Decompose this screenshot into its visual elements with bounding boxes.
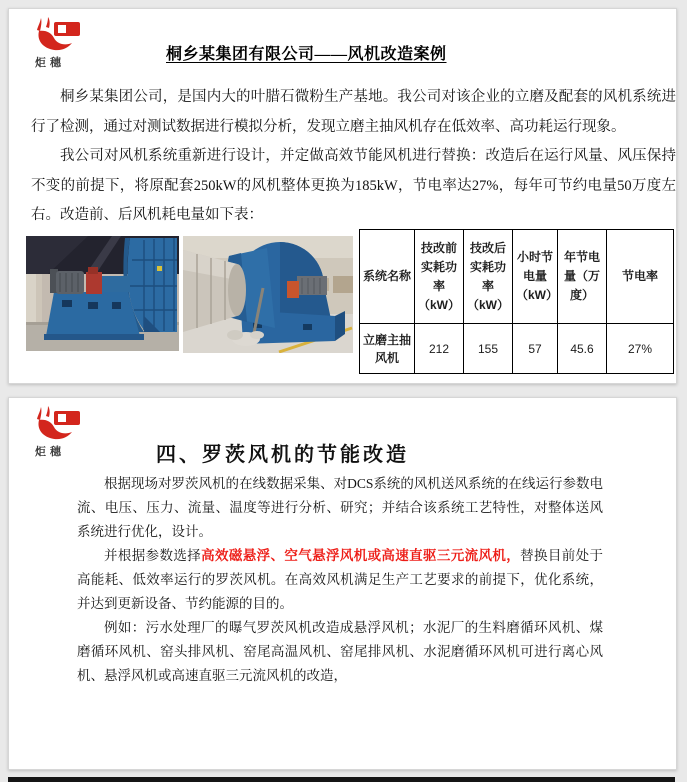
page2-body [77, 472, 603, 688]
fan-photo-left [26, 236, 179, 351]
next-page-edge [8, 777, 675, 782]
table-header-system: 系统名称 [360, 230, 415, 324]
cell-after-power: 155 [464, 324, 513, 374]
flame-logo-icon [29, 15, 91, 53]
table-header-hourly-saving: 小时节电量（kW） [513, 230, 558, 324]
cell-yearly-saving: 45.6 [558, 324, 607, 374]
energy-saving-table [359, 229, 674, 374]
page1-paragraph-1: 桐乡某集团公司，是国内大的叶腊石微粉生产基地。我公司对该企业的立磨及配套的风机系统进行了检测，通过对测试数据进行模拟分析，发现立磨主抽风机存在低效率、高功耗运行现象。 [31, 89, 676, 135]
table-row [360, 324, 674, 374]
section-heading: 四、罗茨风机的节能改造 [156, 444, 409, 466]
cell-hourly-saving: 57 [513, 324, 558, 374]
table-header-row [360, 230, 674, 324]
logo-text: 炬穗 [35, 446, 65, 458]
document-page-2 [8, 397, 677, 770]
logo-text: 炬穗 [35, 57, 65, 69]
table-header-yearly-saving: 年节电量（万度） [558, 230, 607, 324]
table-header-saving-rate: 节电率 [607, 230, 674, 324]
page1-body [31, 83, 676, 231]
page1-title: 桐乡某集团有限公司——风机改造案例 [166, 46, 447, 63]
page2-paragraph-2 [77, 544, 603, 616]
page2-paragraph-3: 例如：污水处理厂的曝气罗茨风机改造成悬浮风机；水泥厂的生料磨循环风机、煤磨循环风机、窑头排风机、窑尾高温风机、窑尾排风机、水泥磨循环风机可进行离心风机、悬浮风机或高速直驱三元流风机的改造， [77, 620, 603, 683]
para2-prefix: 并根据参数选择 [104, 548, 202, 563]
cell-saving-rate: 27% [607, 324, 674, 374]
para2-suffix: 替换目前处于高能耗、低效率运行的罗茨风机。在高效风机满足生产工艺要求的前提下，优化系统，并达到更新设备、节约能源的目的。 [77, 548, 604, 611]
page1-paragraph-2: 我公司对风机系统重新进行设计，并定做高效节能风机进行替换：改造后在运行风量、风压保持不变的前提下，将原配套250kW的风机整体更换为185kW，节电率达27%，每年可节约电量50万度左右。改造前、后风机耗电量如下表： [31, 148, 676, 223]
page2-paragraph-1: 根据现场对罗茨风机的在线数据采集、对DCS系统的风机送风系统的在线运行参数电流、电压、压力、流量、温度等进行分析、研究；并结合该系统工艺特性，对整体送风系统进行优化，设计。 [77, 476, 603, 539]
table-header-before-power: 技改前实耗功率（kW） [415, 230, 464, 324]
company-logo [29, 15, 91, 70]
cell-system-name: 立磨主抽风机 [360, 324, 415, 374]
company-logo-page2 [29, 404, 91, 459]
document-page-1 [8, 8, 677, 384]
flame-logo-icon [29, 404, 91, 442]
fan-photo-right [183, 236, 353, 353]
cell-before-power: 212 [415, 324, 464, 374]
table-header-after-power: 技改后实耗功率（kW） [464, 230, 513, 324]
para2-red-highlight: 高效磁悬浮、空气悬浮风机或高速直驱三元流风机， [201, 548, 521, 563]
